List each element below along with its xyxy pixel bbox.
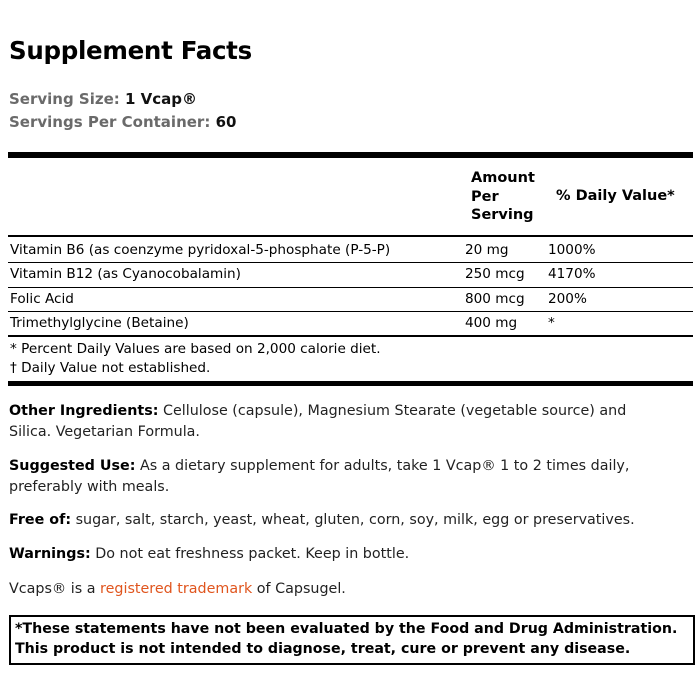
header-amount-line: Per xyxy=(471,188,499,205)
page-title: Supplement Facts xyxy=(9,36,252,65)
footnote-divider xyxy=(8,335,693,337)
nutrient-amount: 800 mcg xyxy=(465,291,525,307)
other-ingredients-label: Other Ingredients: xyxy=(9,403,159,419)
trademark-prefix: Vcaps® is a xyxy=(9,581,101,597)
suggested-use-text: preferably with meals. xyxy=(9,478,170,495)
thick-divider xyxy=(8,152,693,158)
nutrient-daily-value: * xyxy=(548,315,555,331)
trademark-suffix: of Capsugel. xyxy=(252,581,346,597)
other-ingredients-text: Silica. Vegetarian Formula. xyxy=(9,423,200,440)
nutrient-amount: 250 mcg xyxy=(465,266,525,282)
suggested-use-text: As a dietary supplement for adults, take 1 Vcap® 1 to 2 times daily, xyxy=(135,458,630,474)
servings-per-container-label: Servings Per Container: xyxy=(9,113,211,131)
free-of xyxy=(9,510,694,531)
registered-trademark-link[interactable]: registered trademark xyxy=(100,581,253,597)
table-bottom-divider xyxy=(8,381,693,386)
row-divider xyxy=(8,311,693,312)
nutrient-name: Trimethylglycine (Betaine) xyxy=(10,315,189,331)
header-amount-per-serving xyxy=(471,169,535,225)
header-amount-line: Serving xyxy=(471,207,534,223)
fda-disclaimer-box xyxy=(9,615,695,665)
header-divider xyxy=(8,235,693,237)
nutrient-name: Vitamin B12 (as Cyanocobalamin) xyxy=(10,266,241,282)
suggested-use-label: Suggested Use: xyxy=(9,458,136,474)
trademark-note xyxy=(9,579,694,600)
other-ingredients-text: Cellulose (capsule), Magnesium Stearate (vegetable source) and xyxy=(158,403,627,419)
free-of-text: sugar, salt, starch, yeast, wheat, gluten, corn, soy, milk, egg or preservatives. xyxy=(71,512,635,528)
warnings-label: Warnings: xyxy=(9,546,91,562)
other-ingredients xyxy=(9,401,694,442)
warnings xyxy=(9,544,694,565)
nutrient-name: Vitamin B6 (as coenzyme pyridoxal-5-phosphate (P-5-P) xyxy=(10,242,391,258)
warnings-text: Do not eat freshness packet. Keep in bottle. xyxy=(90,546,410,562)
serving-size-label: Serving Size: xyxy=(9,90,120,108)
footnote-percent-daily: * Percent Daily Values are based on 2,000 calorie diet. xyxy=(10,341,381,357)
header-amount-line: Amount xyxy=(471,170,535,186)
disclaimer-line: *These statements have not been evaluated by the Food and Drug Administration. xyxy=(15,621,678,637)
row-divider xyxy=(8,287,693,288)
nutrient-daily-value: 1000% xyxy=(548,242,596,258)
nutrient-amount: 400 mg xyxy=(465,315,518,331)
disclaimer-line: This product is not intended to diagnose, treat, cure or prevent any disease. xyxy=(15,641,631,657)
servings-per-container-value: 60 xyxy=(215,113,237,131)
nutrient-amount: 20 mg xyxy=(465,242,509,258)
nutrient-daily-value: 200% xyxy=(548,291,587,307)
row-divider xyxy=(8,262,693,263)
footnote-dagger: † Daily Value not established. xyxy=(10,360,211,376)
serving-size xyxy=(9,90,197,108)
serving-size-value: 1 Vcap® xyxy=(125,90,198,108)
header-daily-value: % Daily Value* xyxy=(556,188,675,204)
nutrient-daily-value: 4170% xyxy=(548,266,596,282)
nutrient-name: Folic Acid xyxy=(10,291,74,307)
free-of-label: Free of: xyxy=(9,512,72,528)
servings-per-container xyxy=(9,113,236,131)
suggested-use xyxy=(9,456,694,497)
